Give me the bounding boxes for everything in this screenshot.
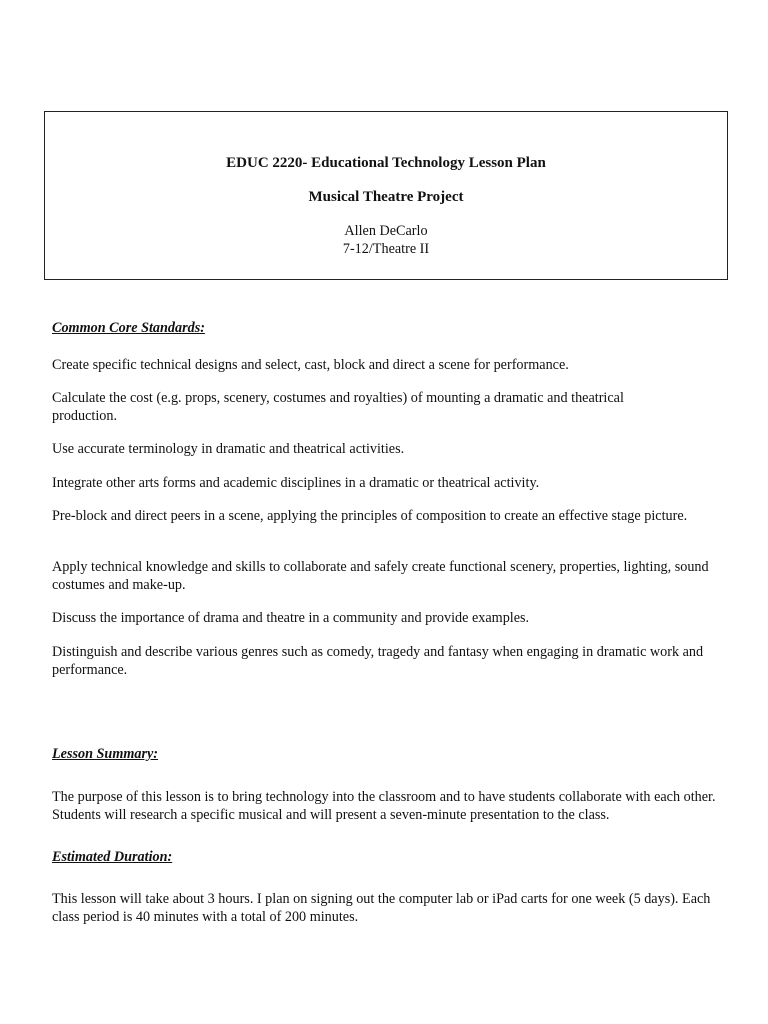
summary-text: The purpose of this lesson is to bring technology into the classroom and to have students collaborate with each other. Students will research a specific musical and will present a seven-minute presentation to the class. — [52, 789, 716, 823]
duration-heading: Estimated Duration: — [52, 849, 173, 865]
project-title: Musical Theatre Project — [308, 189, 464, 205]
course-title: EDUC 2220- Educational Technology Lesson Plan — [226, 155, 546, 171]
standard-item: Discuss the importance of drama and theatre in a community and provide examples. — [52, 610, 530, 626]
standards-heading: Common Core Standards: — [52, 320, 205, 336]
standard-item: Pre-block and direct peers in a scene, applying the principles of composition to create an effective stage picture. — [52, 508, 688, 524]
standard-item: Distinguish and describe various genres such as comedy, tragedy and fantasy when engaging in dramatic work and performance. — [52, 644, 704, 678]
summary-heading: Lesson Summary: — [52, 746, 159, 762]
standard-item: Create specific technical designs and select, cast, block and direct a scene for performance. — [52, 357, 569, 373]
standard-item: Integrate other arts forms and academic disciplines in a dramatic or theatrical activity. — [52, 475, 540, 491]
standard-item: Use accurate terminology in dramatic and theatrical activities. — [52, 441, 405, 457]
standard-item: Apply technical knowledge and skills to collaborate and safely create functional scenery, properties, lighting, sound costumes and make-up. — [52, 559, 709, 593]
grade-subject: 7-12/Theatre II — [342, 241, 430, 257]
title-box — [44, 111, 728, 280]
standard-item: Calculate the cost (e.g. props, scenery, costumes and royalties) of mounting a dramatic and theatrical production. — [52, 390, 624, 424]
author-name: Allen DeCarlo — [344, 223, 428, 239]
duration-text: This lesson will take about 3 hours. I plan on signing out the computer lab or iPad carts for one week (5 days). Each class period is 40 minutes with a total of 200 minutes. — [52, 891, 711, 925]
